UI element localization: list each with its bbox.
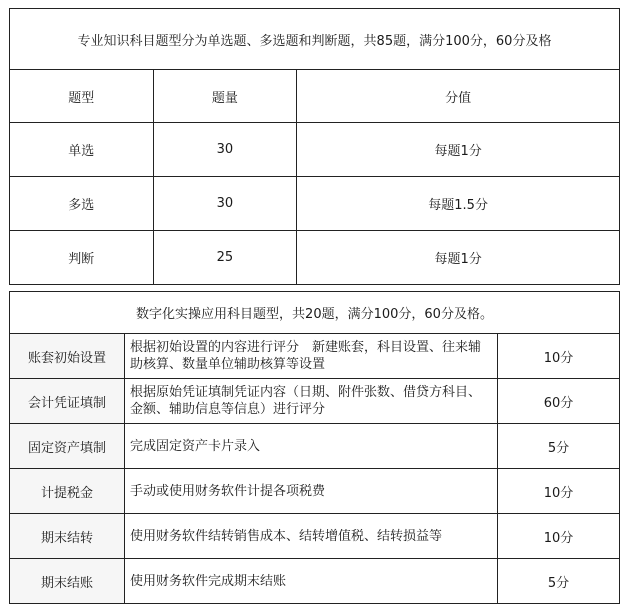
header-question-count: 题量 (153, 70, 297, 123)
cell-item-score: 5分 (498, 424, 620, 469)
cell-item-name: 账套初始设置 (10, 334, 125, 379)
table-row (10, 559, 620, 604)
cell-count: 30 (153, 177, 297, 231)
cell-type: 判断 (10, 231, 154, 285)
table-title: 专业知识科目题型分为单选题、多选题和判断题，共85题，满分100分，60分及格 (10, 9, 620, 70)
cell-item-name: 会计凭证填制 (10, 379, 125, 424)
cell-item-score: 60分 (498, 379, 620, 424)
cell-item-score: 10分 (498, 514, 620, 559)
cell-item-name: 计提税金 (10, 469, 125, 514)
cell-type: 单选 (10, 123, 154, 177)
cell-score: 每题1.5分 (297, 177, 620, 231)
table-row (10, 469, 620, 514)
table-title: 数字化实操应用科目题型，共20题，满分100分，60分及格。 (10, 292, 620, 334)
cell-item-name: 期末结账 (10, 559, 125, 604)
cell-count: 30 (153, 123, 297, 177)
table-row (10, 177, 620, 231)
cell-score: 每题1分 (297, 123, 620, 177)
header-score: 分值 (297, 70, 620, 123)
cell-item-desc: 使用财务软件结转销售成本、结转增值税、结转损益等 (125, 514, 498, 559)
cell-item-score: 10分 (498, 469, 620, 514)
table-row (10, 334, 620, 379)
cell-item-name: 固定资产填制 (10, 424, 125, 469)
exam-format-table-professional (9, 8, 620, 285)
cell-item-score: 10分 (498, 334, 620, 379)
table-row (10, 514, 620, 559)
cell-type: 多选 (10, 177, 154, 231)
cell-item-desc: 完成固定资产卡片录入 (125, 424, 498, 469)
table-row (10, 231, 620, 285)
cell-item-score: 5分 (498, 559, 620, 604)
table-row (10, 424, 620, 469)
cell-score: 每题1分 (297, 231, 620, 285)
cell-count: 25 (153, 231, 297, 285)
table-row (10, 123, 620, 177)
cell-item-desc: 根据原始凭证填制凭证内容（日期、附件张数、借贷方科目、金额、辅助信息等信息）进行评分 (125, 379, 498, 424)
exam-format-table-practical (9, 291, 620, 604)
cell-item-desc: 根据初始设置的内容进行评分 新建账套，科目设置、往来辅助核算、数量单位辅助核算等设置 (125, 334, 498, 379)
table-row (10, 379, 620, 424)
header-question-type: 题型 (10, 70, 154, 123)
cell-item-desc: 使用财务软件完成期末结账 (125, 559, 498, 604)
cell-item-name: 期末结转 (10, 514, 125, 559)
cell-item-desc: 手动或使用财务软件计提各项税费 (125, 469, 498, 514)
